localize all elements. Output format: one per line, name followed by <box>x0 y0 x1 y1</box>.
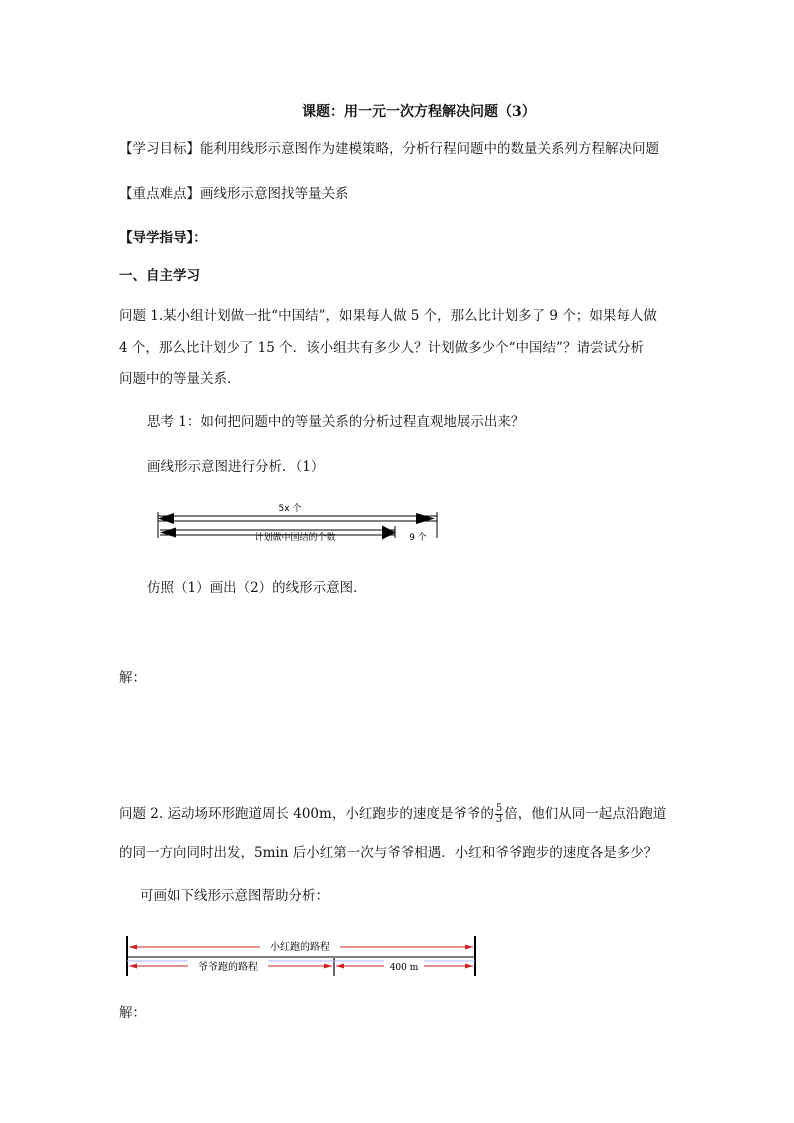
problem1-line2: 4 个，那么比计划少了 15 个．该小组共有多少人？计划做多少个“中国结”？请尝试分析 <box>119 340 644 356</box>
fraction-denominator: 3 <box>495 814 503 825</box>
diagram1-bottom-label: 计划做中国结的个数 <box>254 533 336 543</box>
draw-instruction: 画线形示意图进行分析．（1） <box>147 459 325 475</box>
arrow-right-head-icon <box>382 526 396 540</box>
diagram1-top-label: 5x 个 <box>278 504 302 514</box>
arrow-right-head-icon <box>416 513 435 524</box>
diagram2-top-label: 小红跑的路程 <box>270 942 330 953</box>
learning-objectives <box>119 143 659 157</box>
objectives-text: 能利用线形示意图作为建模策略，分析行程问题中的数量关系列方程解决问题 <box>200 141 659 157</box>
fraction-five-thirds <box>495 804 503 825</box>
arrow-left-head-icon <box>129 945 137 950</box>
line-diagram-2 <box>120 930 484 980</box>
section1-heading: 一、自主学习 <box>119 268 200 284</box>
arrow-right-head-icon <box>465 945 473 950</box>
objectives-label: 【学习目标】 <box>119 141 200 157</box>
key-points <box>119 188 349 202</box>
diagram2-left-label: 爷爷跑的路程 <box>198 962 258 973</box>
diagram-intro: 可画如下线形示意图帮助分析： <box>140 888 329 904</box>
key-points-text: 画线形示意图找等量关系 <box>200 186 349 202</box>
problem2-line1 <box>119 804 666 825</box>
problem2-text-a: 问题 2. 运动场环形跑道周长 400m，小红跑步的速度是爷爷的 <box>119 806 494 822</box>
diagram2-right-label: 400 m <box>389 963 419 973</box>
problem2-text-b: 倍，他们从同一起点沿跑道 <box>504 806 667 822</box>
key-points-label: 【重点难点】 <box>119 186 200 202</box>
diagram1-right-label: 9 个 <box>409 533 427 543</box>
arrow-left-head-icon <box>160 528 176 538</box>
arrow-left-head-icon <box>336 964 344 969</box>
problem1-line1: 问题 1.某小组计划做一批“中国结”，如果每人做 5 个，那么比计划多了 9 个；如果每人做 <box>119 308 657 324</box>
think1: 思考 1：如何把问题中的等量关系的分析过程直观地展示出来？ <box>147 414 525 430</box>
solution-label-2: 解： <box>119 1005 146 1021</box>
problem1-line3: 问题中的等量关系． <box>119 371 241 387</box>
problem2-line2: 的同一方向同时出发，5min 后小红第一次与爷爷相遇．小红和爷爷跑步的速度各是多少？ <box>119 845 658 861</box>
arrow-right-head-icon <box>465 964 473 969</box>
page-title: 课题：用一元一次方程解决问题（3） <box>302 104 536 120</box>
arrow-left-head-icon <box>129 964 137 969</box>
line-diagram-1 <box>150 498 450 548</box>
arrow-left-head-icon <box>158 513 174 524</box>
guidance-heading: 【导学指导】： <box>119 230 207 246</box>
solution-label-1: 解： <box>119 670 146 686</box>
imitate-instruction: 仿照（1）画出（2）的线形示意图． <box>147 580 367 596</box>
fraction-numerator: 5 <box>495 803 503 814</box>
arrow-right-head-icon <box>324 964 332 969</box>
